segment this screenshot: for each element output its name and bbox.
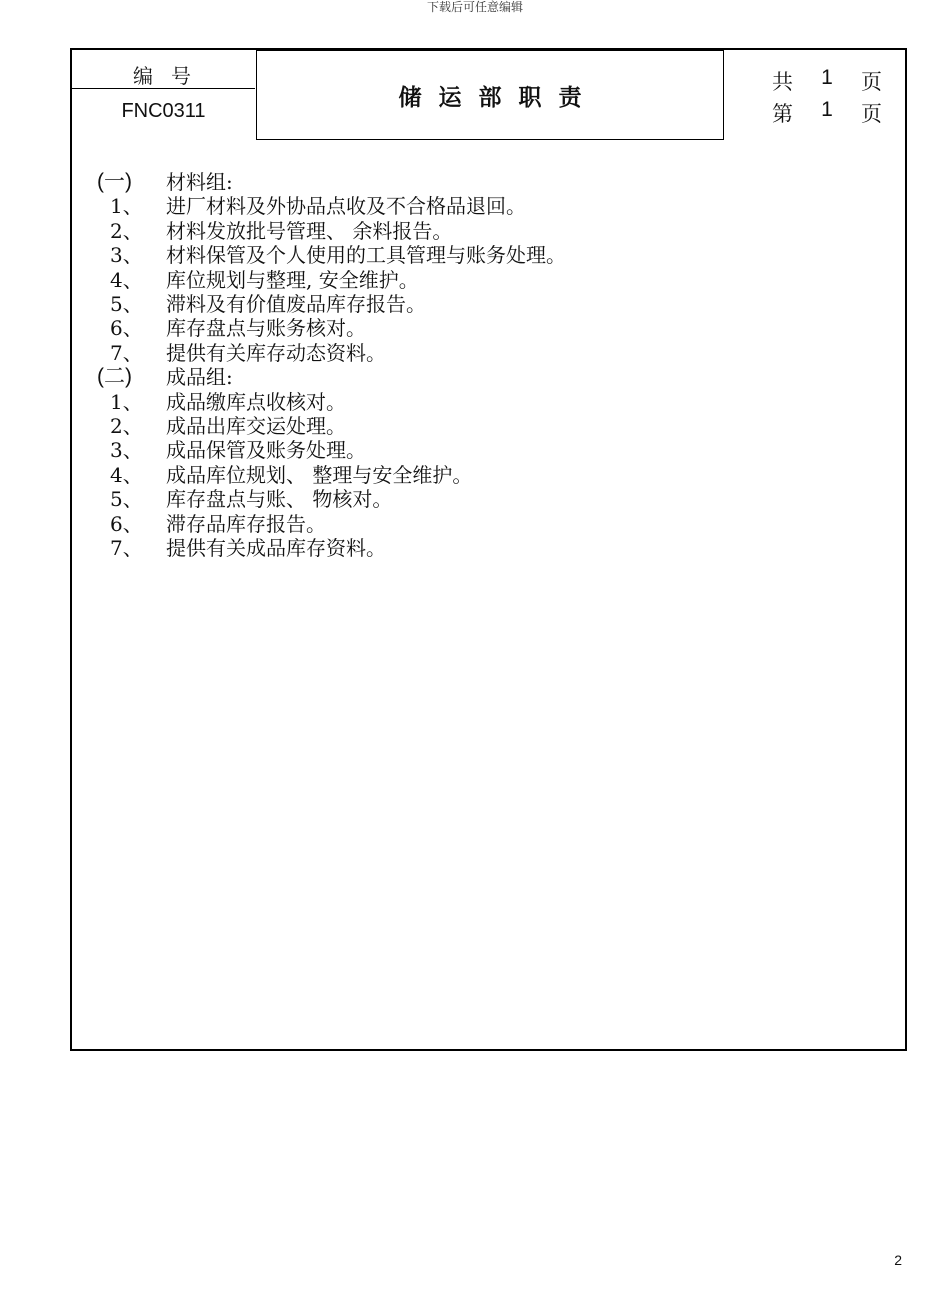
item-text: 库存盘点与账、 物核对。 xyxy=(166,487,393,512)
total-suffix: 页 xyxy=(861,70,882,94)
total-pages-line xyxy=(772,66,882,96)
section-heading: 成品组: xyxy=(166,365,233,390)
list-item xyxy=(97,487,566,511)
item-text: 成品保管及账务处理。 xyxy=(166,438,366,463)
item-number: 5、 xyxy=(110,292,143,317)
total-prefix: 共 xyxy=(772,70,793,94)
item-text: 成品出库交运处理。 xyxy=(166,414,346,439)
item-text: 成品缴库点收核对。 xyxy=(166,389,346,414)
item-text: 库位规划与整理, 安全维护。 xyxy=(166,267,419,292)
section-heading-materials xyxy=(97,170,566,194)
item-number: 4、 xyxy=(110,267,143,292)
item-text: 滞料及有价值废品库存报告。 xyxy=(166,292,426,317)
list-item xyxy=(97,243,566,267)
list-item xyxy=(97,463,566,487)
item-number: 1、 xyxy=(110,389,143,414)
item-text: 滞存品库存报告。 xyxy=(166,511,326,536)
page-number: 2 xyxy=(894,1252,902,1268)
code-divider xyxy=(72,88,255,89)
item-text: 提供有关成品库存资料。 xyxy=(166,536,386,561)
item-text: 材料保管及个人使用的工具管理与账务处理。 xyxy=(166,243,566,268)
list-item xyxy=(97,390,566,414)
section-mark: (一) xyxy=(97,170,132,193)
item-number: 6、 xyxy=(110,511,143,536)
section-heading: 材料组: xyxy=(166,170,233,194)
item-number: 3、 xyxy=(110,243,143,268)
list-item xyxy=(97,536,566,560)
item-text: 提供有关库存动态资料。 xyxy=(166,340,386,365)
item-text: 材料发放批号管理、 余料报告。 xyxy=(166,218,453,243)
list-item xyxy=(97,268,566,292)
item-text: 库存盘点与账务核对。 xyxy=(166,316,366,341)
item-number: 2、 xyxy=(110,218,143,243)
section-mark: (二) xyxy=(97,365,132,389)
item-number: 7、 xyxy=(110,340,143,365)
item-number: 5、 xyxy=(110,487,143,512)
list-item xyxy=(97,341,566,365)
list-item xyxy=(97,316,566,340)
current-prefix: 第 xyxy=(772,102,793,126)
item-text: 成品库位规划、 整理与安全维护。 xyxy=(166,462,473,487)
item-number: 2、 xyxy=(110,414,143,439)
list-item xyxy=(97,414,566,438)
document-code: FNC0311 xyxy=(121,100,206,122)
document-title: 储运部职责 xyxy=(398,84,599,111)
list-item xyxy=(97,194,566,218)
title-box xyxy=(256,50,724,140)
item-number: 4、 xyxy=(110,462,143,487)
section-heading-finished-goods xyxy=(97,365,566,389)
duties-list xyxy=(97,170,566,561)
current-page-number: 1 xyxy=(821,98,833,121)
list-item xyxy=(97,438,566,462)
item-number: 7、 xyxy=(110,536,143,561)
total-pages-count: 1 xyxy=(821,66,833,89)
current-page-line xyxy=(772,98,882,128)
item-text: 进厂材料及外协品点收及不合格品退回。 xyxy=(166,194,526,219)
item-number: 6、 xyxy=(110,316,143,341)
code-label: 编号 xyxy=(133,64,209,88)
list-item xyxy=(97,512,566,536)
list-item xyxy=(97,219,566,243)
top-note: 下载后可任意编辑 xyxy=(426,0,523,14)
list-item xyxy=(97,292,566,316)
current-suffix: 页 xyxy=(861,102,882,126)
item-number: 3、 xyxy=(110,438,143,463)
item-number: 1、 xyxy=(110,194,143,219)
